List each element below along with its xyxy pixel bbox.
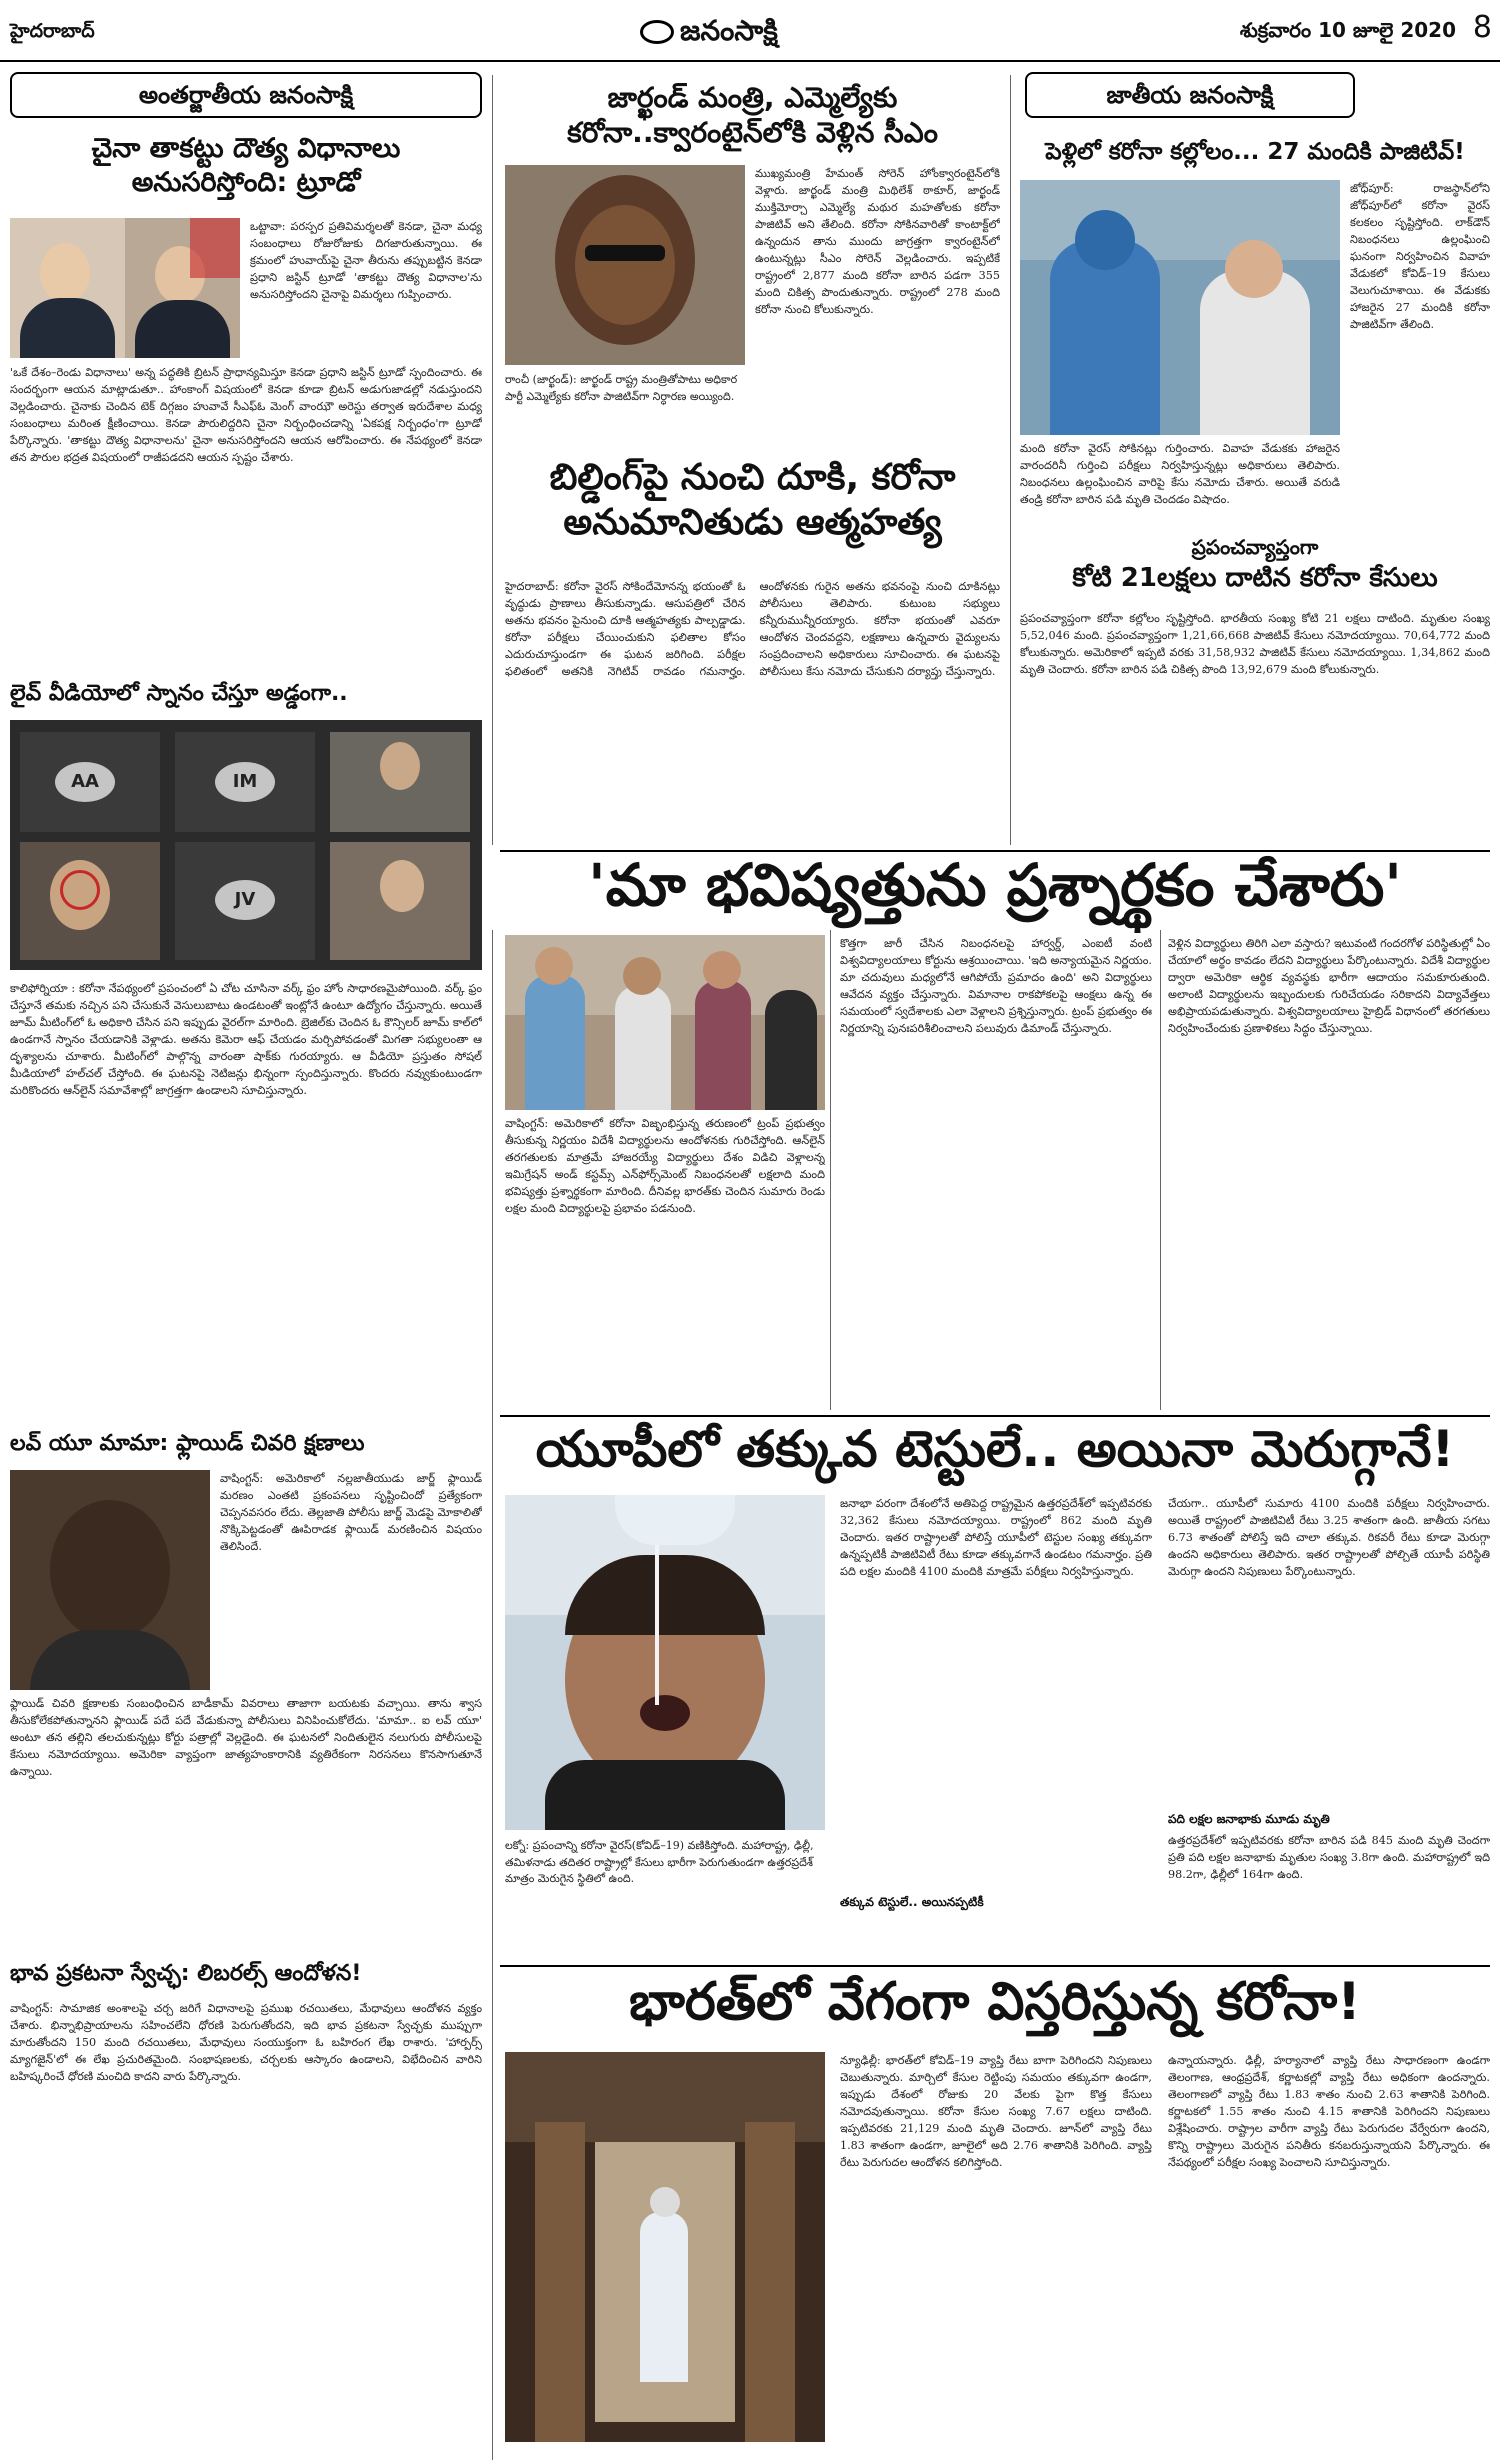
story-text: 'ఒకే దేశం–రెండు విధానాలు' అన్న పద్ధతికి బ్రిటన్ ప్రాధాన్యమిస్తూ కెనడా ప్రధాని జస్టిన్ ట్రూడో స్పందించారు. ఈ సందర్భంగా ఆయన మాట్లాడుతూ.. హాంకాంగ్ విషయంలో కెనడా కూడా బ్రిటన్ అడుగుజాడల్లో నడుస్తుందని వెల్లడించారు. చైనాకు చెందిన టెక్ దిగ్గజం హువావే సీఎఫ్ఓ మెంగ్ వాంఝౌ అరెస్టు తర్వాత ఇరుదేశాల మధ్య సంబంధాలు మరింత క్షీణించాయి. కెనడా పౌరులిద్దరిని చైనా నిర్బంధించడాన్ని 'ఏకపక్ష నిర్బంధం'గా ట్రూడో పేర్కొన్నారు. 'తాకట్టు దౌత్య విధానాలను' చైనా అనుసరిస్తోందని ఆయన ఆరోపించారు. ఈ నేపథ్యంలో కెనడా తన పౌరుల భద్రత విషయంలో రాజీపడదని ఆయన స్పష్టం చేశారు.	[10, 366, 482, 465]
students-photo	[505, 935, 825, 1110]
story-headline: చైనా తాకట్టు దౌత్య విధానాలు అనుసరిస్తోంది: ట్రూడో	[91, 133, 401, 198]
story-text: జోధ్‌పూర్: రాజస్థాన్‌లోని జోధ్‌పూర్‌లో కరోనా వైరస్ కలకలం సృష్టిస్తోంది. లాక్‌డౌన్ నిబంధనలు ఉల్లంఘించి ఘనంగా నిర్వహించిన వివాహ వేడుకలో కోవిడ్–19 కేసులు వెలుగుచూశాయి. ఈ వేడుకకు హాజరైన 27 మందికి కరోనా పాజిటివ్‌గా తేలింది.	[1350, 182, 1490, 332]
column-rule	[1160, 930, 1161, 1410]
divider	[500, 1415, 1490, 1417]
photo-caption: లక్నో: ప్రపంచాన్ని కరోనా వైరస్(కోవిడ్–19) వణికిస్తోంది. మహారాష్ట్ర, ఢిల్లీ, తమిళనాడు తదితర రాష్ట్రాల్లో కేసులు భారీగా పెరుగుతుండగా ఉత్తరప్రదేశ్ మాత్రం మెరుగైన స్థితిలో ఉంది.	[505, 1839, 814, 1885]
newspaper-logo	[640, 14, 778, 54]
story-text: ఉన్నాయన్నారు. ఢిల్లీ, హర్యానాలో వ్యాప్తి రేటు సాధారణంగా ఉండగా తెలంగాణ, ఆంధ్రప్రదేశ్, కర్ణాటకల్లో వ్యాప్తి రేటు అధికంగా ఉందన్నారు. తెలంగాణలో వ్యాప్తి రేటు 1.83 శాతం నుంచి 2.63 శాతానికి పెరిగింది. కర్ణాటకలో 1.55 శాతం నుంచి 4.15 శాతానికి పెరిగిందని నిపుణులు విశ్లేషించారు. రాష్ట్రాల వారీగా వ్యాప్తి రేటు పెరుగుదల వేర్వేరుగా ఉందని, కొన్ని రాష్ట్రాలు మెరుగైన పనితీరు కనబరుస్తున్నాయని పేర్కొన్నారు. ఈ నేపథ్యంలో పరీక్షల సంఖ్య పెంచాలని సూచిస్తున్నారు.	[1168, 2054, 1490, 2170]
story-headline: పెళ్లిలో కరోనా కల్లోలం... 27 మందికి పాజిటివ్!	[1045, 139, 1465, 165]
story-headline: 'మా భవిష్యత్తును ప్రశ్నార్థకం చేశారు'	[587, 851, 1403, 919]
page-number: 8	[1472, 10, 1492, 45]
story-text: కొత్తగా జారీ చేసిన నిబంధనలపై హార్వర్డ్, ఎంఐటీ వంటి విశ్వవిద్యాలయాలు కోర్టును ఆశ్రయించాయి. 'ఇది అన్యాయమైన నిర్ణయం. మా చదువులు మధ్యలోనే ఆగిపోయే ప్రమాదం ఉంది' అని విద్యార్థులు ఆవేదన వ్యక్తం చేస్తున్నారు. విమానాల రాకపోకలపై ఆంక్షలు ఉన్న ఈ సమయంలో స్వదేశాలకు ఎలా వెళ్లాలని ప్రశ్నిస్తున్నారు. ట్రంప్ ప్రభుత్వం ఈ నిర్ణయాన్ని పునఃపరిశీలించాలని పలువురు డిమాండ్ చేస్తున్నారు.	[840, 937, 1152, 1036]
floyd-photo	[10, 1470, 210, 1690]
story-subhead: పది లక్షల జనాభాకు మూడు మృతి	[1168, 1812, 1330, 1826]
column-rule	[1010, 75, 1011, 845]
masthead	[0, 0, 1500, 62]
story-headline: లవ్ యూ మామా: ఫ్లాయిడ్ చివరి క్షణాలు	[10, 1431, 365, 1456]
zoom-call-photo	[10, 720, 482, 970]
participant-tile: IM	[215, 762, 275, 802]
covid-test-photo	[1020, 180, 1340, 435]
story-headline: భారత్‌లో వేగంగా విస్తరిస్తున్న కరోనా!	[629, 1972, 1361, 2032]
photo-caption: రాంచీ (జార్ఖండ్): జార్ఖండ్ రాష్ట్ర మంత్రితోపాటు అధికార పార్టీ ఎమ్మెల్యేకు కరోనా పాజిటివ్‌గా నిర్ధారణ అయ్యింది.	[505, 373, 738, 403]
story-headline: భావ ప్రకటనా స్వేచ్ఛ: లిబరల్స్ ఆందోళన!	[10, 1961, 362, 1986]
story-text: వాషింగ్టన్: సామాజిక అంశాలపై చర్చ జరిగే విధానాలపై ప్రముఖ రచయితలు, మేధావులు ఆందోళన వ్యక్తం చేశారు. భిన్నాభిప్రాయాలను సహించలేని ధోరణి పెరుగుతోందని, ఇది భావ ప్రకటనా స్వేచ్ఛకు ముప్పుగా మారుతోందని 150 మంది రచయితలు, మేధావులు సంయుక్తంగా ఓ బహిరంగ లేఖ రాశారు. 'హార్పర్స్ మ్యాగజైన్'లో ఈ లేఖ ప్రచురితమైంది. సంభాషణలకు, చర్చలకు ఆస్కారం ఉండాలని, విభేదించిన వారిని బహిష్కరించే ధోరణి మంచిది కాదని వారు పేర్కొన్నారు.	[10, 2002, 482, 2084]
story-text: వెళ్లిన విద్యార్థులు తిరిగి ఎలా వస్తారు? ఇటువంటి గందరగోళ పరిస్థితుల్లో ఏం చేయాలో అర్థం కావడం లేదని విద్యార్థులు పేర్కొంటున్నారు. విదేశీ విద్యార్థుల ద్వారా అమెరికా ఆర్థిక వ్యవస్థకు భారీగా ఆదాయం సమకూరుతుంది. అలాంటి విద్యార్థులను ఇబ్బందులకు గురిచేయడం సరికాదని విద్యావేత్తలు అభిప్రాయపడుతున్నారు. విశ్వవిద్యాలయాలు హైబ్రిడ్ విధానంలో తరగతులు నిర్వహించేందుకు ప్రణాళికలు సిద్ధం చేస్తున్నాయి.	[1168, 937, 1490, 1036]
jharkhand-cm-photo	[505, 165, 745, 365]
section-banner-national: జాతీయ జనంసాక్షి	[1025, 72, 1355, 118]
story-subhead: తక్కువ టెస్టులే.. అయినప్పటికీ	[840, 1895, 984, 1909]
story-headline: జార్ఖండ్ మంత్రి, ఎమ్మెల్యేకు కరోనా..క్వారంటైన్‌లోకి వెళ్లిన సీఎం	[567, 81, 938, 149]
story-text: ఉత్తరప్రదేశ్‌లో ఇప్పటివరకు కరోనా బారిన పడి 845 మంది మృతి చెందగా ప్రతి పది లక్షల జనాభాకు మృతుల సంఖ్య 3.8గా ఉంది. మహారాష్ట్రలో ఇది 98.2గా, ఢిల్లీలో 164గా ఉంది.	[1168, 1834, 1490, 1882]
story-text: కాలిఫోర్నియా : కరోనా నేపథ్యంలో ప్రపంచంలో ఏ చోట చూసినా వర్క్ ఫ్రం హోం సాధారణమైపోయింది. వర్క్ ఫ్రం చేస్తూనే తమకు నచ్చిన పని చేసుకునే వెసులుబాటు ఉండటంతో ఇంట్లోనే ఉంటూ ఉద్యోగం చేస్తున్నారు. అయితే జూమ్ మీటింగ్‌లో ఓ అధికారి చేసిన పని ఇప్పుడు వైరల్‌గా మారింది. బ్రెజిల్‌కు చెందిన ఓ కౌన్సిలర్ జూమ్ కాల్‌లో ఉండగానే స్నానం చేయడానికి వెళ్లాడు. అతను కెమెరా ఆఫ్ చేయడం మర్చిపోవడంతో మిగతా సభ్యులంతా ఆ దృశ్యాలను చూశారు. మీటింగ్‌లో పాల్గొన్న వారంతా షాక్‌కు గురయ్యారు. ఆ వీడియో ప్రస్తుతం సోషల్ మీడియాలో హల్‌చల్ చేస్తోంది. ఈ ఘటనపై నెటిజన్లు భిన్నంగా స్పందిస్తున్నారు. కొందరు నవ్వుకుంటుండగా మరికొందరు ఆన్‌లైన్ సమావేశాల్లో జాగ్రత్తగా ఉండాలని సూచిస్తున్నారు.	[10, 982, 482, 1098]
story-text: చేయగా.. యూపీలో సుమారు 4100 మందికి పరీక్షలు నిర్వహించారు. అయితే రాష్ట్రంలో పాజిటివిటీ రేటు 3.25 శాతంగా ఉంది. జాతీయ సగటు 6.73 శాతంతో పోలిస్తే ఇది చాలా తక్కువ. రికవరీ రేటు కూడా మెరుగ్గా ఉందని అధికారులు తెలిపారు. ఇతర రాష్ట్రాలతో పోల్చితే యూపీ పరిస్థితి మెరుగ్గా ఉందని నిపుణులు పేర్కొంటున్నారు.	[1168, 1497, 1490, 1579]
story-headline: యూపీలో తక్కువ టెస్టులే.. అయినా మెరుగ్గానే!	[535, 1420, 1455, 1478]
section-banner-international: అంతర్జాతీయ జనంసాక్షి	[10, 72, 482, 118]
story-text: వాషింగ్టన్: అమెరికాలో కరోనా విజృంభిస్తున్న తరుణంలో ట్రంప్ ప్రభుత్వం తీసుకున్న నిర్ణయం విదేశీ విద్యార్థులను ఆందోళనకు గురిచేస్తోంది. ఆన్‌లైన్ తరగతులకు మాత్రమే హాజరయ్యే విద్యార్థులు దేశం విడిచి వెళ్లాలన్న ఇమిగ్రేషన్ అండ్ కస్టమ్స్ ఎన్‌ఫోర్స్‌మెంట్ నిబంధనలతో లక్షలాది మంది భవిష్యత్తు ప్రశ్నార్థకంగా మారింది. దీనివల్ల భారత్‌కు చెందిన సుమారు రెండు లక్షల మంది విద్యార్థులపై ప్రభావం పడనుంది.	[505, 1117, 825, 1216]
story-headline: కోటి 21లక్షలు దాటిన కరోనా కేసులు	[1072, 563, 1438, 593]
trudeo-xi-photo	[10, 218, 240, 358]
story-text: వాషింగ్టన్: అమెరికాలో నల్లజాతీయుడు జార్జ్ ఫ్లాయిడ్ మరణం ఎంతటి ప్రకంపనలు సృష్టించిందో ప్రత్యేకంగా చెప్పనవసరం లేదు. తెల్లజాతి పోలీసు జార్జ్ మెడపై మోకాలితో నొక్కిపెట్టడంతో ఊపిరాడక ఫ్లాయిడ్ మరణించిన విషయం తెలిసిందే.	[220, 1472, 482, 1554]
dateline: శుక్రవారం 10 జూలై 2020	[1239, 18, 1456, 42]
story-text: ముఖ్యమంత్రి హేమంత్ సోరెన్ హోంక్వారంటైన్‌లోకి వెళ్లారు. జార్ఖండ్ మంత్రి మిథిలేశ్ ఠాకూర్, జార్ఖండ్ ముక్తిమోర్చా ఎమ్మెల్యే మథుర మహతోలకు కరోనా పాజిటివ్ అని తేలింది. కరోనా సోకినవారితో కాంటాక్ట్‌లో ఉన్నందున తాను ముందు జాగ్రత్తగా క్వారంటైన్‌లో ఉంటున్నట్లు సీఎం సోరెన్ వెల్లడించారు. ఇప్పటికే రాష్ట్రంలో 2,877 మంది కరోనా బారిన పడగా 355 మంది చికిత్స పొందుతున్నారు. రాష్ట్రంలో 278 మంది కరోనా నుంచి కోలుకున్నారు.	[755, 167, 1000, 317]
story-text: ఒట్టావా: పరస్పర ప్రతివిమర్శలతో కెనడా, చైనా మధ్య సంబంధాలు రోజురోజుకు దిగజారుతున్నాయి. ఈ క్రమంలో హువాయ్‌పై చైనా తీరును తప్పుబట్టిన కెనడా ప్రధాని జస్టిన్ ట్రూడో 'తాకట్టు దౌత్య విధానాల'ను అనుసరిస్తోందని చైనాపై విమర్శలు గుప్పించారు.	[250, 220, 482, 302]
hospital-corridor-photo	[505, 2052, 825, 2442]
story-text: హైదరాబాద్: కరోనా వైరస్ సోకిందేమోనన్న భయంతో ఓ వృద్ధుడు ప్రాణాలు తీసుకున్నాడు. ఆసుపత్రిలో చేరిన అతను భవనం పైనుంచి దూకి ఆత్మహత్యకు పాల్పడ్డాడు. కరోనా పరీక్షలు చేయించుకుని ఫలితాల కోసం ఎదురుచూస్తుండగా ఈ ఘటన జరిగింది. పరీక్షల ఫలితంలో అతనికి నెగిటివ్ రావడం గమనార్హం. ఆందోళనకు గురైన అతను భవనంపై నుంచి దూకినట్లు పోలీసులు తెలిపారు. కుటుంబ సభ్యులు కన్నీరుమున్నీరయ్యారు. కరోనా భయంతో ఎవరూ ఆందోళన చెందవద్దని, లక్షణాలు ఉన్నవారు వైద్యులను సంప్రదించాలని అధికారులు సూచించారు. ఈ ఘటనపై పోలీసులు కేసు నమోదు చేసుకుని దర్యాప్తు చేస్తున్నారు.	[505, 580, 1000, 679]
story-text: మంది కరోనా వైరస్ సోకినట్లు గుర్తించారు. వివాహ వేడుకకు హాజరైన వారందరినీ గుర్తించి పరీక్షలు నిర్వహిస్తున్నట్లు అధికారులు తెలిపారు. నిబంధనలు ఉల్లంఘించిన వారిపై కేసు నమోదు చేశారు. అయితే వరుడి తండ్రి కరోనా బారిన పడి మృతి చెందడం విషాదం.	[1020, 442, 1340, 507]
story-text: న్యూఢిల్లీ: భారత్‌లో కోవిడ్–19 వ్యాప్తి రేటు బాగా పెరిగిందని నిపుణులు చెబుతున్నారు. మార్చిలో కేసుల రెట్టింపు సమయం తక్కువగా ఉండగా, ఇప్పుడు దేశంలో రోజుకు 20 వేలకు పైగా కొత్త కేసులు నమోదవుతున్నాయి. కరోనా కేసుల సంఖ్య 7.67 లక్షలు దాటింది. ఇప్పటివరకు 21,129 మంది మృతి చెందారు. జూన్‌లో వ్యాప్తి రేటు 1.83 శాతంగా ఉండగా, జూలైలో అది 2.76 శాతానికి పెరిగింది. వ్యాప్తి రేటు పెరుగుదల ఆందోళన కలిగిస్తోంది.	[840, 2054, 1152, 2170]
logo-text: జనంసాక్షి	[680, 14, 778, 47]
column-rule	[492, 75, 493, 845]
story-text: ప్రపంచవ్యాప్తంగా కరోనా కల్లోలం సృష్టిస్తోంది. భారతీయ సంఖ్య కోటి 21 లక్షలు దాటింది. మృతుల సంఖ్య 5,52,046 మంది. ప్రపంచవ్యాప్తంగా 1,21,66,668 పాజిటివ్ కేసులు నమోదయ్యాయి. 70,64,772 మంది కోలుకున్నారు. అమెరికాలో ఇప్పటి వరకు 31,58,932 పాజిటివ్ కేసులు నమోదయ్యాయి. 1,34,862 మంది మృతి చెందారు. కరోనా బారిన పడి చికిత్స పొంది 13,92,679 మంది కోలుకున్నారు.	[1020, 612, 1490, 677]
divider	[500, 1965, 1490, 1967]
story-kicker: ప్రపంచవ్యాప్తంగా	[1191, 535, 1319, 559]
logo-icon	[640, 20, 674, 44]
column-rule	[492, 930, 493, 2460]
participant-tile: JV	[215, 880, 275, 920]
participant-tile: AA	[55, 762, 115, 802]
story-headline: లైవ్ వీడియోలో స్నానం చేస్తూ అడ్డంగా..	[10, 681, 348, 706]
swab-test-photo	[505, 1495, 825, 1830]
column-rule	[830, 930, 831, 1410]
city-name: హైదరాబాద్	[10, 20, 95, 42]
story-text: ఫ్లాయిడ్ చివరి క్షణాలకు సంబంధించిన బాడీకామ్ వివరాలు తాజాగా బయటకు వచ్చాయి. తాను శ్వాస తీసుకోలేకపోతున్నానని ఫ్లాయిడ్ పదే పదే వేడుకున్నా పోలీసులు వినిపించుకోలేదు. 'మామా.. ఐ లవ్ యూ' అంటూ తన తల్లిని తలచుకున్నట్లు కోర్టు పత్రాల్లో వెల్లడైంది. ఈ ఘటనలో నిందితులైన నలుగురు పోలీసులపై కేసులు నమోదయ్యాయి. అమెరికా వ్యాప్తంగా జాత్యహంకారానికి వ్యతిరేకంగా నిరసనలు కొనసాగుతూనే ఉన్నాయి.	[10, 1697, 482, 1779]
story-headline: బిల్డింగ్‌పై నుంచి దూకి, కరోనా అనుమానితుడు ఆత్మహత్య	[549, 457, 956, 543]
story-text: జనాభా పరంగా దేశంలోనే అతిపెద్ద రాష్ట్రమైన ఉత్తరప్రదేశ్‌లో ఇప్పటివరకు 32,362 కేసులు నమోదయ్యాయి. రాష్ట్రంలో 862 మంది మృతి చెందారు. ఇతర రాష్ట్రాలతో పోలిస్తే యూపీలో టెస్టుల సంఖ్య తక్కువగా ఉన్నప్పటికీ పాజిటివిటీ రేటు కూడా తక్కువగానే ఉండటం గమనార్హం. ప్రతి పది లక్షల మందికి 4100 మందికి మాత్రమే పరీక్షలు నిర్వహిస్తున్నారు.	[840, 1497, 1152, 1579]
